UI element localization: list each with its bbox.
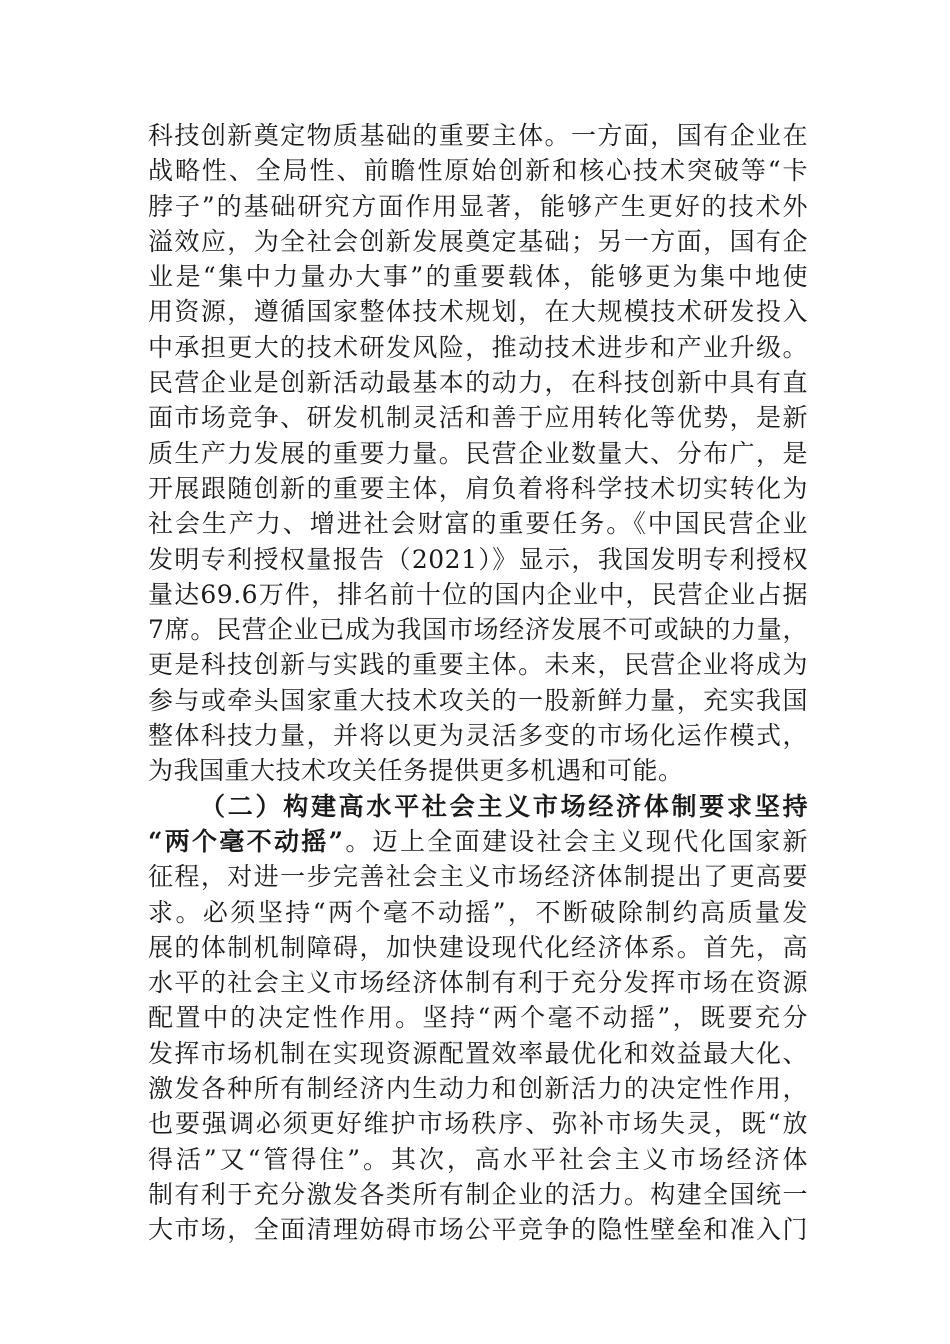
text-line: 发明专利授权量报告（2021）》显示，我国发明专利授权 [148,544,808,574]
text-line: 中承担更大的技术研发风险，推动技术进步和产业升级。 [148,332,808,362]
text-line: 求。必须坚持“两个毫不动摇”，不断破除制约高质量发 [148,897,808,927]
text-line: 7席。民营企业已成为我国市场经济发展不可或缺的力量， [148,615,808,645]
text-line: 业是“集中力量办大事”的重要载体，能够更为集中地使 [148,262,808,292]
text-line: 量达69.6万件，排名前十位的国内企业中，民营企业占据 [148,579,808,609]
text-line: 社会生产力、增进社会财富的重要任务。《中国民营企业 [148,509,808,539]
text-line: 为我国重大技术攻关任务提供更多机遇和可能。 [148,756,684,786]
text-line: 民营企业是创新活动最基本的动力，在科技创新中具有直 [148,368,808,398]
section-heading-continuation: “两个毫不动摇” [148,826,344,856]
text-line: 更是科技创新与实践的重要主体。未来，民营企业将成为 [148,650,808,680]
text-line [148,824,808,859]
text-line: 展的体制机制障碍，加快建设现代化经济体系。首先，高 [148,932,808,962]
text-line: 脖子”的基础研究方面作用显著，能够产生更好的技术外 [148,191,808,221]
text-line: 溢效应，为全社会创新发展奠定基础；另一方面，国有企 [148,226,808,256]
text-line: 质生产力发展的重要力量。民营企业数量大、分布广，是 [148,438,808,468]
text-line: 面市场竞争、研发机制灵活和善于应用转化等优势，是新 [148,403,808,433]
text-line: 开展跟随创新的重要主体，肩负着将科学技术切实转化为 [148,473,808,503]
text-line: 激发各种所有制经济内生动力和创新活力的决定性作用， [148,1074,808,1104]
text-line: 水平的社会主义市场经济体制有利于充分发挥市场在资源 [148,968,808,998]
text-line: 大市场，全面清理妨碍市场公平竞争的隐性壁垒和准入门 [148,1215,808,1245]
text-line: 配置中的决定性作用。坚持“两个毫不动摇”，既要充分 [148,1003,808,1033]
text-line: 用资源，遵循国家整体技术规划，在大规模技术研发投入 [148,297,808,327]
text-line: 科技创新奠定物质基础的重要主体。一方面，国有企业在 [148,121,808,150]
text-line: 整体科技力量，并将以更为灵活多变的市场化运作模式， [148,721,808,751]
text-line: 制有利于充分激发各类所有制企业的活力。构建全国统一 [148,1179,808,1209]
text-line: 发挥市场机制在实现资源配置效率最优化和效益最大化、 [148,1038,808,1068]
body-text [148,118,808,1248]
text-line: 战略性、全局性、前瞻性原始创新和核心技术突破等“卡 [148,156,808,186]
text-span: 。迈上全面建设社会主义现代化国家新 [343,826,808,856]
text-line: 参与或牵头国家重大技术攻关的一股新鲜力量，充实我国 [148,685,808,715]
text-line: 也要强调必须更好维护市场秩序、弥补市场失灵，既“放 [148,1109,808,1139]
section-heading: （二）构建高水平社会主义市场经济体制要求坚持 [200,791,808,821]
text-line: 征程，对进一步完善社会主义市场经济体制提出了更高要 [148,862,808,892]
text-line: 得活”又“管得住”。其次，高水平社会主义市场经济体 [148,1144,808,1174]
